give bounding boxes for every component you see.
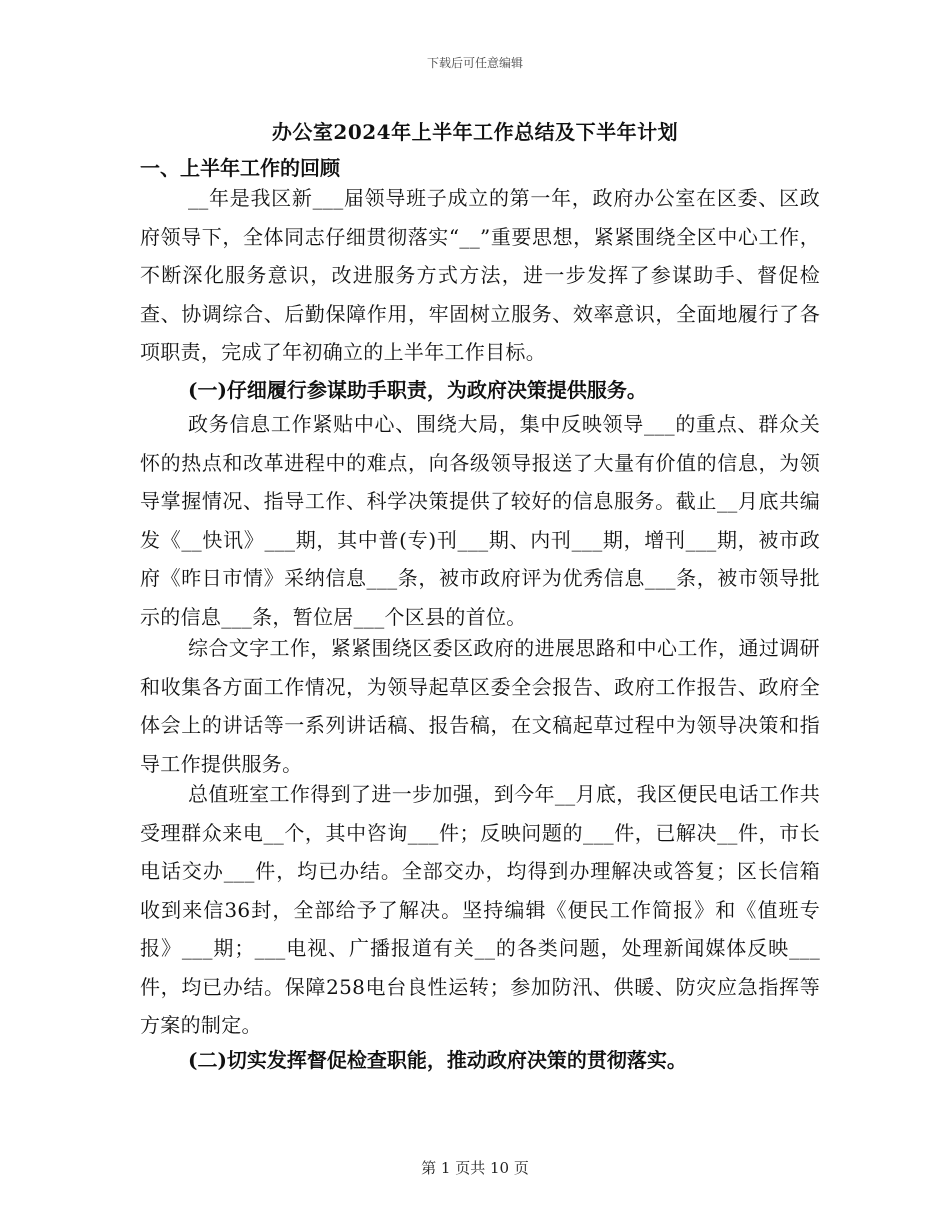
document-title: 办公室2024年上半年工作总结及下半年计划 [271,120,679,144]
paragraph-info-work: 政务信息工作紧贴中心、围绕大局，集中反映领导___的重点、群众关怀的热点和改革进程中的难点，向各级领导报送了大量有价值的信息，为领导掌握情况、指导工作、科学决策提供了较好的信息服务。截止__月底共编发《__快讯》___期，其中普(专)刊___期、内刊___期，增刊___期，被市政府《昨日市情》采纳信息___条，被市政府评为优秀信息___条，被市领导批示的信息___条，暂位居___个区县的首位。 [140,412,820,629]
page-number: 第 1 页共 10 页 [421,1159,529,1177]
paragraph-writing-work: 综合文字工作，紧紧围绕区委区政府的进展思路和中心工作，通过调研和收集各方面工作情况，为领导起草区委全会报告、政府工作报告、政府全体会上的讲话等一系列讲话稿、报告稿，在文稿起草过程中为领导决策和指导工作提供服务。 [140,636,820,776]
paragraph-intro: __年是我区新___届领导班子成立的第一年，政府办公室在区委、区政府领导下，全体同志仔细贯彻落实“__”重要思想，紧紧围绕全区中心工作，不断深化服务意识，改进服务方式方法，进一步发挥了参谋助手、督促检查、协调综合、后勤保障作用，牢固树立服务、效率意识，全面地履行了各项职责，完成了年初确立的上半年工作目标。 [140,186,820,364]
paragraph-duty-office: 总值班室工作得到了进一步加强，到今年__月底，我区便民电话工作共受理群众来电__个，其中咨询___件；反映问题的___件，已解决__件，市长电话交办___件，均已办结。全部交办，均得到办理解决或答复；区长信箱收到来信36封，全部给予了解决。坚持编辑《便民工作简报》和《值班专报》___期；___电视、广播报道有关__的各类问题，处理新闻媒体反映___件，均已办结。保障258电台良性运转；参加防汛、供暖、防灾应急指挥等方案的制定。 [140,782,820,1037]
subsection-heading-2: (二)切实发挥督促检查职能，推动政府决策的贯彻落实。 [188,1048,687,1072]
section-heading: 一、上半年工作的回顾 [140,156,340,180]
header-note: 下载后可任意编辑 [426,56,523,70]
subsection-heading-1: (一)仔细履行参谋助手职责，为政府决策提供服务。 [188,378,647,402]
